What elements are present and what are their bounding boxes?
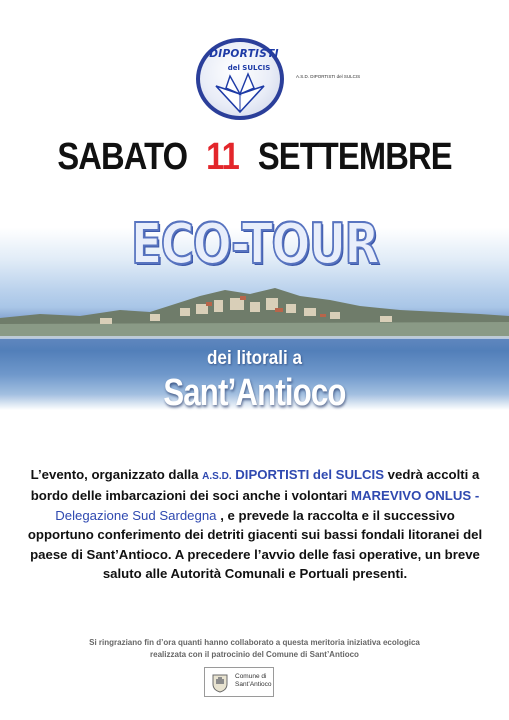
comune-badge: [204, 667, 274, 697]
municipal-crest-icon: [210, 673, 230, 693]
paper-boat-icon: [210, 72, 270, 116]
logo-subtitle: del SULCIS: [227, 64, 271, 72]
day-number: 11: [206, 136, 239, 178]
event-date: [36, 136, 474, 179]
comune-label: [235, 673, 272, 689]
thanks-line-1: Si ringraziano fin d’ora quanti hanno collaborato a questa meritoria iniziativa ecologica: [89, 638, 420, 647]
comune-label-line-1: Comune di: [235, 673, 267, 680]
marevivo-name: MAREVIVO ONLUS: [351, 488, 472, 504]
organizer-name: DIPORTISTI del SULCIS: [231, 467, 385, 482]
weekday: SABATO: [57, 136, 188, 178]
thanks-note: [0, 637, 509, 661]
logo-caption: A.S.D. DIPORTISTI del SULCIS: [296, 74, 361, 79]
desc-part-3: , e prevede la raccolta e il successivo opportuno conferimento dei detriti giacenti sui bassi fondali litoranei del paese di Sant’Antioco. A precedere l’avvio delle fasi operative, un breve saluto alle Autorità Comunali e Portuali presenti.: [27, 507, 483, 582]
club-logo: [196, 38, 361, 122]
event-subtitle: dei litorali a: [206, 348, 303, 369]
desc-part-1: L’evento, organizzato dalla: [30, 467, 203, 482]
desc-dash: -: [471, 488, 480, 504]
comune-label-line-2: Sant’Antioco: [235, 681, 272, 688]
asd-label: A.S.D.: [202, 471, 232, 482]
event-place: Sant’Antioco: [163, 372, 346, 414]
thanks-line-2: realizzata con il patrocinio del Comune di Sant’Antioco: [150, 650, 359, 659]
event-title: ECO-TOUR: [130, 212, 379, 277]
event-description: [22, 465, 488, 583]
delegazione-name: Delegazione Sud Sardegna: [55, 507, 217, 523]
desc-part-2: vedrà accolti a bordo delle imbarcazioni dei soci anche i volontari: [30, 467, 480, 504]
month: SETTEMBRE: [257, 136, 452, 178]
logo-title: DIPORTISTI: [209, 48, 279, 60]
